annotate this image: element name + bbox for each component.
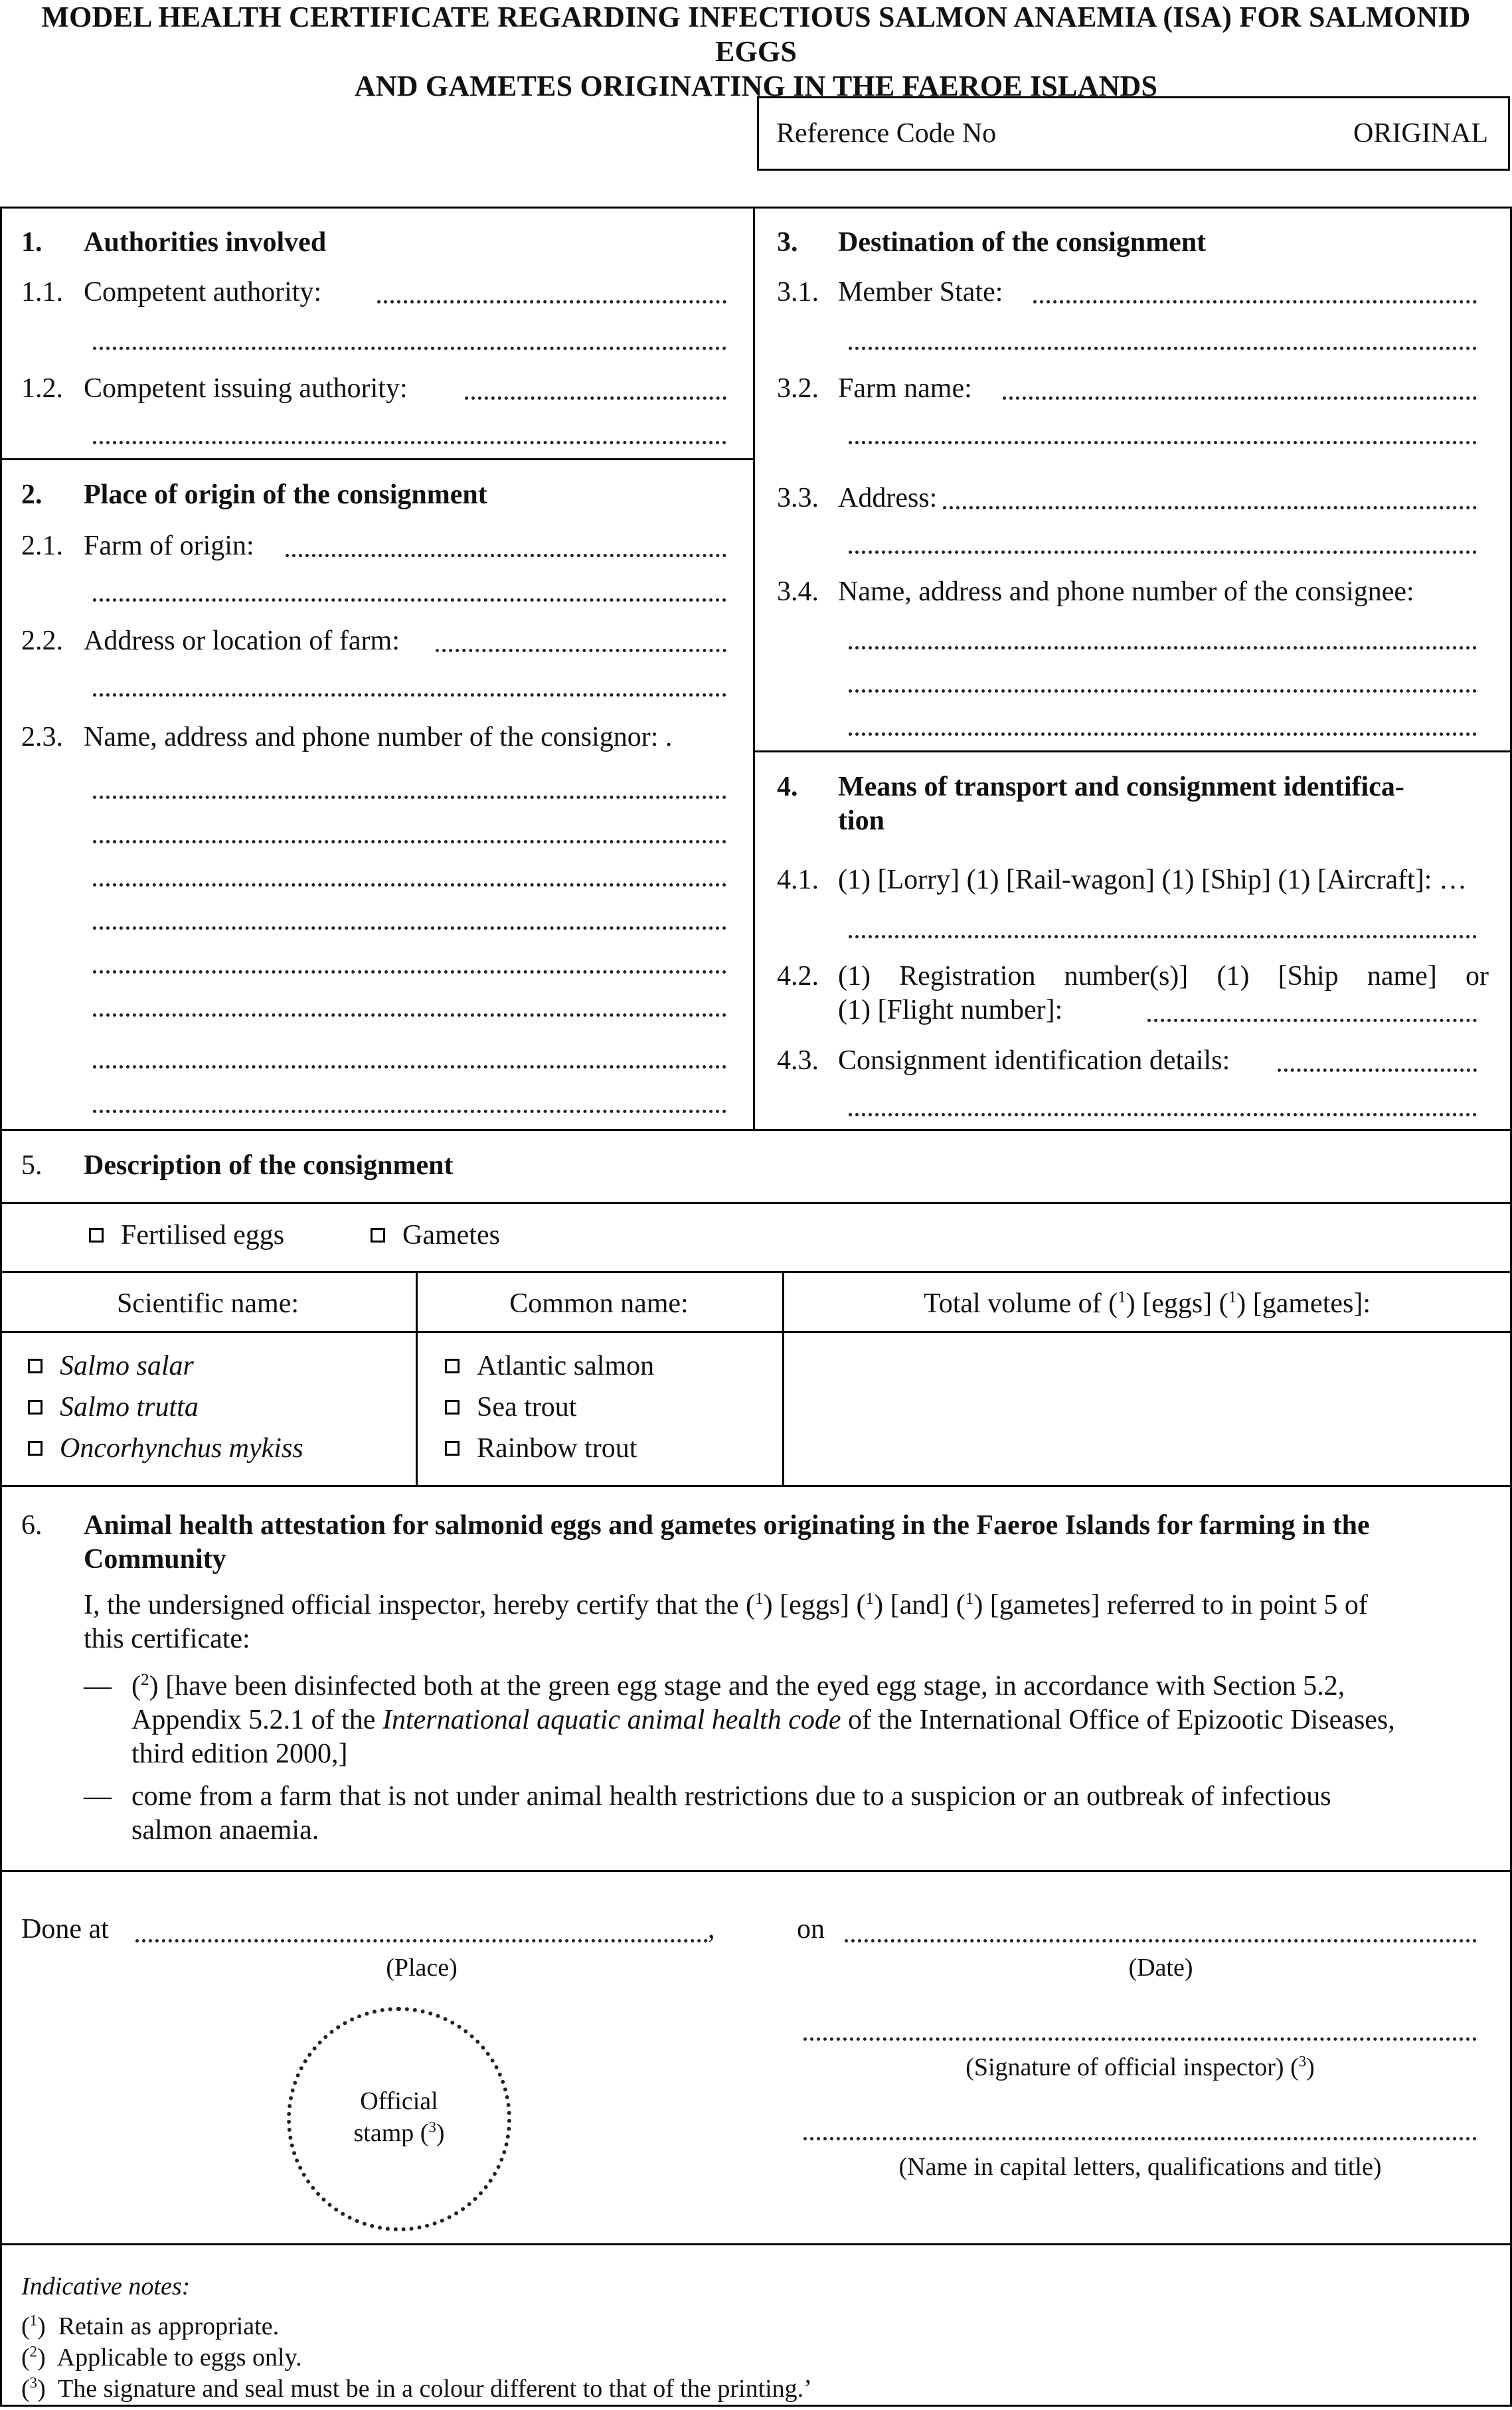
stamp-line-1: Official (360, 2087, 438, 2115)
bullet-2-line-2: salmon anaemia. (131, 1815, 319, 1846)
divider-4-5 (0, 1129, 1512, 1131)
section-4-title-line-2: tion (838, 806, 885, 837)
fill-line[interactable] (93, 347, 726, 350)
checkbox[interactable] (445, 1359, 460, 1373)
item-1-2-number: 1.2. (21, 373, 63, 404)
intro-line-1: I, the undersigned official inspector, hereby certify that the ($^1$) [eggs] ($^1$) [and] ($^1$) [gametes] referred to in point 5 of (84, 1590, 1368, 1620)
fill-line[interactable] (849, 935, 1477, 938)
scientific-name-row[interactable] (28, 1391, 199, 1424)
section-2-number: 2. (21, 479, 42, 510)
divider-3-4 (753, 750, 1512, 752)
item-3-4-number: 3.4. (777, 576, 819, 607)
bullet-2-line-1: come from a farm that is not under animal health restrictions due to a suspicion or an outbreak of infectious (131, 1781, 1331, 1812)
item-3-2-number: 3.2. (777, 373, 819, 404)
divider-5-headers (0, 1331, 1512, 1333)
item-2-1-label: Farm of origin: (84, 531, 254, 561)
official-stamp-label (287, 2085, 511, 2149)
section-3-number: 3. (777, 227, 798, 258)
scientific-name: Salmo salar (60, 1351, 194, 1381)
item-4-2-number: 4.2. (777, 961, 819, 991)
comma: , (708, 1914, 715, 1944)
scientific-name: Salmo trutta (60, 1392, 199, 1422)
common-name-row[interactable] (445, 1391, 576, 1424)
certificate-title (0, 0, 1512, 104)
scientific-name: Oncorhynchus mykiss (60, 1433, 303, 1464)
item-4-2-line-1: (1) Registration number(s)] (1) [Ship name] or (838, 961, 1489, 991)
item-3-2-label: Farm name: (838, 373, 972, 404)
bullet-dash: — (84, 1671, 112, 1701)
bullet-1-line-2: Appendix 5.2.1 of the International aquatic animal health code of the International Office of Epizootic Diseases, (131, 1705, 1395, 1736)
option-label: Gametes (402, 1220, 500, 1250)
fill-line[interactable] (943, 506, 1477, 509)
item-1-1-number: 1.1. (21, 277, 63, 307)
scientific-name-row[interactable] (28, 1432, 303, 1466)
reference-box (757, 96, 1510, 171)
item-3-1-number: 3.1. (777, 277, 819, 307)
section-6-number: 6. (21, 1510, 42, 1541)
section-4-number: 4. (777, 772, 798, 802)
reference-code-label: Reference Code No (776, 118, 997, 149)
place-caption: (Place) (386, 1954, 458, 1982)
fill-line[interactable] (93, 926, 726, 930)
fill-line[interactable] (93, 970, 726, 974)
title-line-2: AND GAMETES ORIGINATING IN THE FAEROE ISLANDS (354, 70, 1158, 102)
column-divider (753, 207, 755, 1131)
fill-line[interactable] (286, 554, 726, 557)
fill-line[interactable] (93, 693, 726, 697)
divider-5-title (0, 1202, 1512, 1204)
divider-5-6 (0, 1485, 1512, 1487)
note-3: ($^3$) The signature and seal must be in a colour different to that of the printing.’ (21, 2374, 812, 2403)
scientific-name-row[interactable] (28, 1349, 194, 1383)
checkbox[interactable] (445, 1441, 460, 1456)
checkbox[interactable] (28, 1400, 42, 1415)
bullet-1-line-1: ($^2$) [have been disinfected both at the green egg stage and the eyed egg stage, in accordance with Section 5.2, (131, 1671, 1345, 1701)
on-label: on (797, 1914, 825, 1944)
fill-line[interactable] (849, 551, 1477, 554)
item-2-2-label: Address or location of farm: (84, 626, 400, 656)
fill-line[interactable] (849, 347, 1477, 350)
signature-field[interactable] (803, 2037, 1477, 2041)
option-gametes[interactable] (371, 1219, 500, 1252)
fill-line[interactable] (849, 441, 1477, 444)
checkbox[interactable] (371, 1228, 385, 1243)
common-name: Atlantic salmon (477, 1351, 655, 1381)
common-name: Rainbow trout (477, 1433, 637, 1464)
bullet-disinfected (131, 1670, 1489, 1772)
name-field[interactable] (803, 2137, 1477, 2140)
fill-line[interactable] (93, 883, 726, 887)
item-4-2-line-2: (1) [Flight number]: (838, 995, 1063, 1026)
item-4-3-number: 4.3. (777, 1045, 819, 1076)
fill-line[interactable] (849, 1113, 1477, 1116)
fill-line[interactable] (849, 646, 1477, 649)
item-2-3-label: Name, address and phone number of the consignor: . (84, 722, 673, 752)
fill-line[interactable] (465, 396, 726, 400)
fill-line[interactable] (93, 1065, 726, 1069)
checkbox[interactable] (445, 1400, 460, 1415)
section-1-title: Authorities involved (84, 227, 327, 258)
section-6-intro (84, 1589, 1489, 1656)
date-caption: (Date) (1128, 1954, 1193, 1982)
option-label: Fertilised eggs (121, 1220, 285, 1250)
intro-line-2: this certificate: (84, 1624, 250, 1655)
stamp-line-2: stamp ($^3$) (353, 2118, 445, 2147)
column-header-common: Common name: (509, 1288, 689, 1319)
checkbox[interactable] (28, 1359, 42, 1373)
item-3-3-label: Address: (838, 483, 938, 513)
item-3-3-number: 3.3. (777, 483, 819, 513)
signature-caption: (Signature of official inspector) ($^3$) (966, 2053, 1315, 2081)
divider-6-sign (0, 1870, 1512, 1872)
item-1-2-label: Competent issuing authority: (84, 373, 408, 404)
checkbox[interactable] (28, 1441, 42, 1456)
fill-line[interactable] (93, 598, 726, 602)
original-label: ORIGINAL (1353, 118, 1488, 149)
column-header-scientific: Scientific name: (116, 1288, 299, 1319)
section-5-number: 5. (21, 1150, 42, 1181)
item-4-2-label (838, 960, 1489, 1027)
column-header-volume: Total volume of ($^1$) [eggs] ($^1$) [gametes]: (923, 1288, 1371, 1319)
divider-sign-notes (0, 2243, 1512, 2245)
bullet-no-restrictions (131, 1780, 1489, 1848)
section-4-title-line-1: Means of transport and consignment identifica- (838, 772, 1404, 802)
common-name: Sea trout (477, 1392, 577, 1422)
fill-line[interactable] (93, 840, 726, 843)
section-1-number: 1. (21, 227, 42, 258)
checkbox[interactable] (89, 1228, 104, 1243)
common-name-row[interactable] (445, 1432, 637, 1466)
bullet-1-line-3: third edition 2000,] (131, 1739, 348, 1770)
divider-1-2 (0, 458, 755, 460)
fill-line[interactable] (93, 1110, 726, 1113)
item-4-1-label: (1) [Lorry] (1) [Rail-wagon] (1) [Ship] (1) [Aircraft]: … (838, 865, 1467, 895)
section-5-title: Description of the consignment (84, 1150, 454, 1181)
done-at-label: Done at (21, 1914, 109, 1944)
common-name-row[interactable] (445, 1349, 654, 1383)
item-2-1-number: 2.1. (21, 531, 63, 561)
fill-line[interactable] (93, 796, 726, 799)
fill-line[interactable] (93, 1013, 726, 1017)
item-2-3-number: 2.3. (21, 722, 63, 752)
divider-5-options (0, 1271, 1512, 1273)
section-6-title-line-1: Animal health attestation for salmonid eggs and gametes originating in the Faeroe Islands for farming in the (84, 1510, 1370, 1541)
date-field[interactable] (845, 1939, 1477, 1942)
fill-line[interactable] (436, 649, 726, 652)
note-2: ($^2$) Applicable to eggs only. (21, 2343, 302, 2371)
section-2-title: Place of origin of the consignment (84, 479, 487, 510)
fill-line[interactable] (1033, 300, 1477, 303)
fill-line[interactable] (1003, 396, 1477, 400)
item-1-1-label: Competent authority: (84, 277, 322, 307)
item-3-4-label: Name, address and phone number of the consignee: (838, 576, 1414, 607)
item-2-2-number: 2.2. (21, 626, 63, 656)
fill-line[interactable] (849, 689, 1477, 693)
fill-line[interactable] (93, 441, 726, 444)
item-4-1-number: 4.1. (777, 865, 819, 895)
item-4-3-label: Consignment identification details: (838, 1045, 1230, 1076)
title-line-1: MODEL HEALTH CERTIFICATE REGARDING INFECTIOUS SALMON ANAEMIA (ISA) FOR SALMONID EGGS (41, 1, 1471, 68)
fill-line[interactable] (1147, 1019, 1477, 1022)
section-4-title (838, 770, 1489, 838)
note-1: ($^1$) Retain as appropriate. (21, 2312, 280, 2340)
section-6-title (84, 1509, 1489, 1577)
notes-heading: Indicative notes: (21, 2273, 191, 2300)
section-3-title: Destination of the consignment (838, 227, 1207, 258)
name-caption: (Name in capital letters, qualifications and title) (898, 2153, 1382, 2181)
item-3-1-label: Member State: (838, 277, 1003, 307)
fill-line[interactable] (377, 300, 726, 303)
place-field[interactable] (135, 1939, 708, 1942)
option-fertilised-eggs[interactable] (89, 1219, 284, 1252)
fill-line[interactable] (849, 732, 1477, 736)
section-6-title-line-2: Community (84, 1544, 226, 1575)
fill-line[interactable] (1278, 1069, 1477, 1072)
bullet-dash: — (84, 1781, 112, 1812)
